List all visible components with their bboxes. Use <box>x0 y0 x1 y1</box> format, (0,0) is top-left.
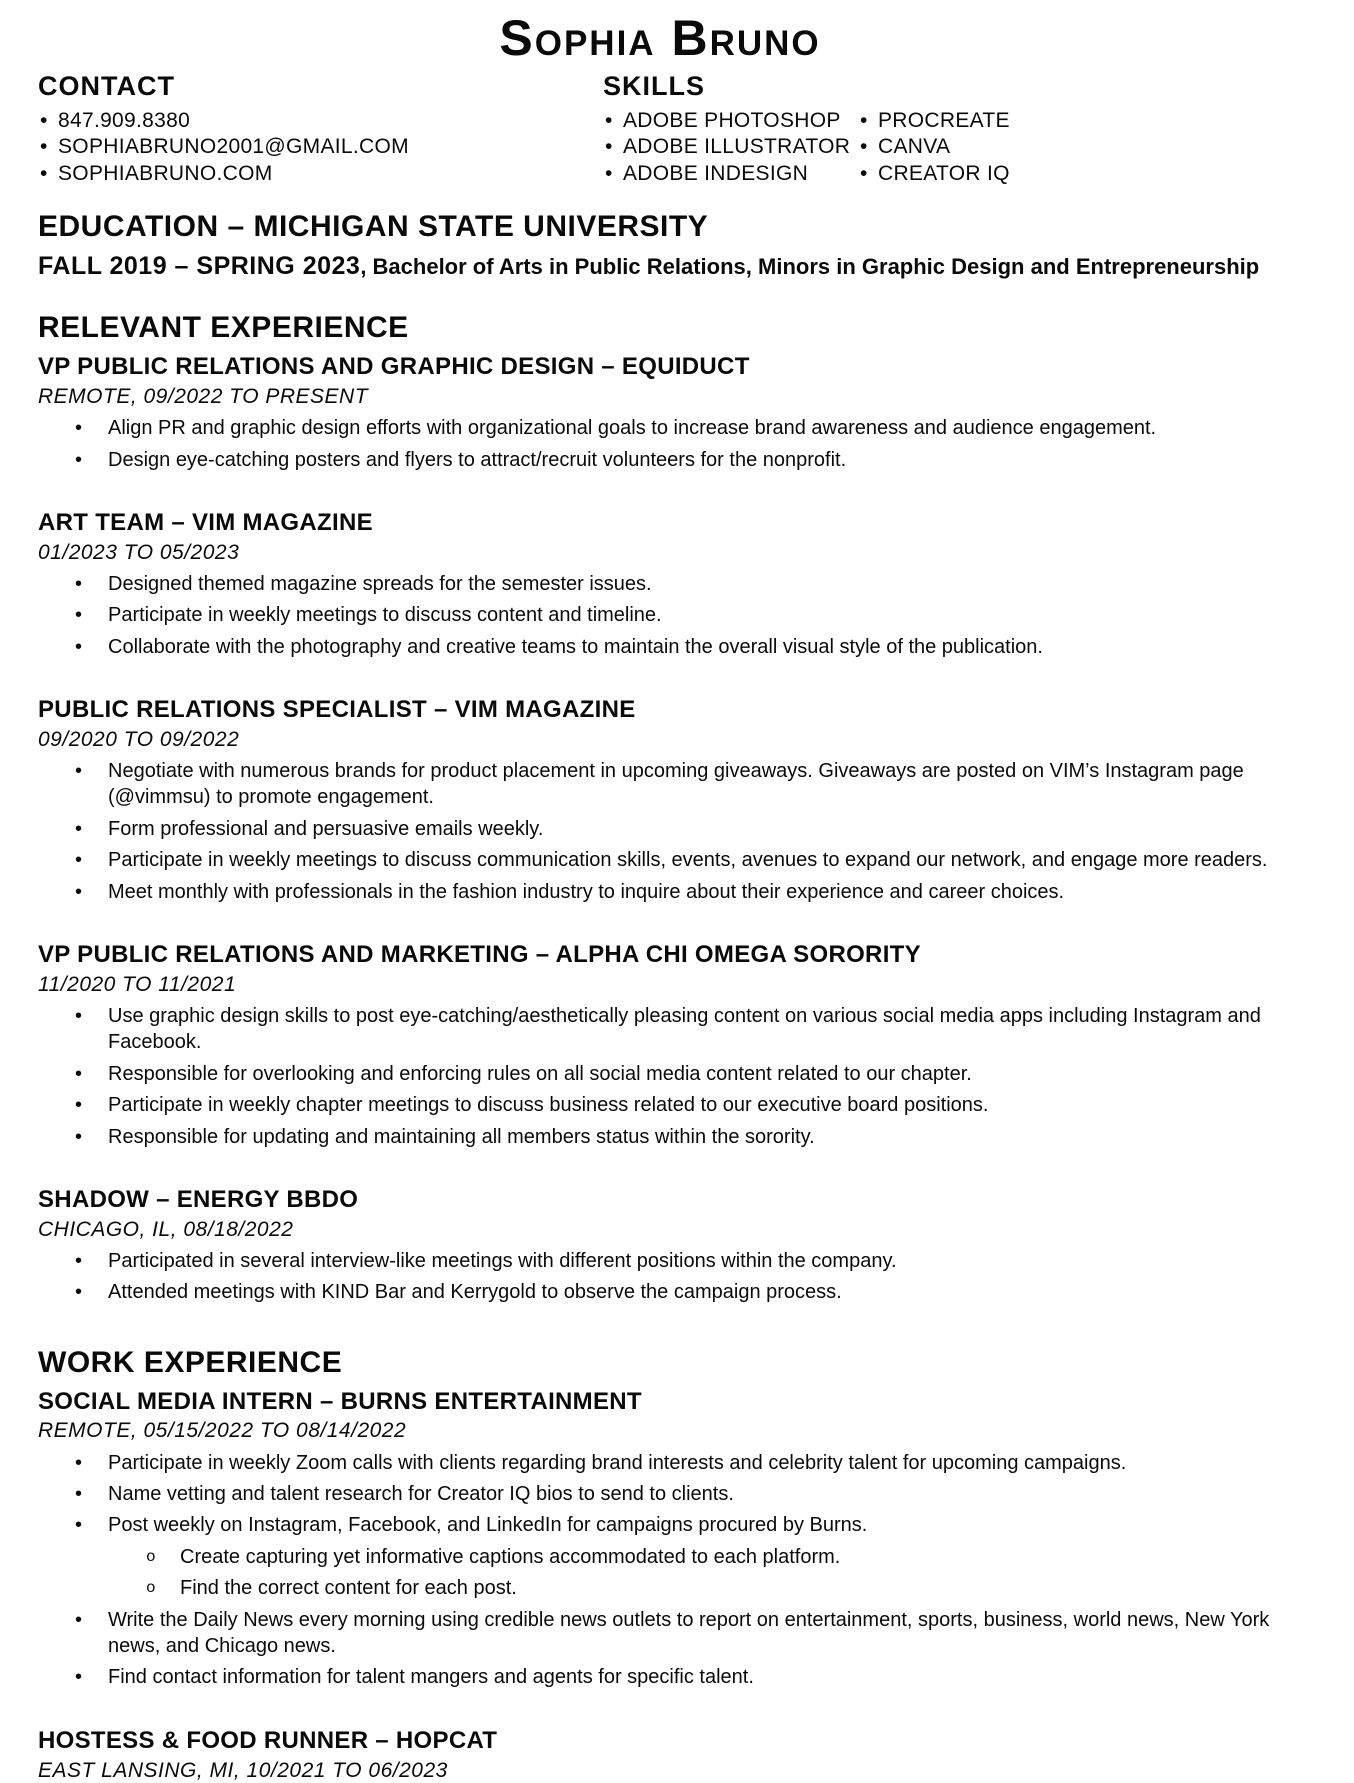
skills-list-right <box>858 108 1010 189</box>
job-dates: 01/2023 TO 05/2023 <box>38 540 240 564</box>
bullet: • Name vetting and talent research for Creator IQ bios to send to clients. <box>38 1481 1282 1507</box>
bullet: • Negotiate with numerous brands for product placement in upcoming giveaways. Giveaways are posted on VIM’s Instagram page (@vimmsu) to promote engagement. <box>38 758 1282 811</box>
skills-columns <box>603 108 1282 189</box>
bullet: • Responsible for updating and maintaining all members status within the sorority. <box>38 1124 1282 1150</box>
skill-item: • CANVA <box>858 134 1010 161</box>
bullet: • Design eye-catching posters and flyers to attract/recruit volunteers for the nonprofit. <box>38 447 1282 473</box>
contact-phone: • 847.909.8380 <box>38 108 603 135</box>
job-hopcat <box>38 1727 1282 1783</box>
job-bullets <box>38 1248 1282 1306</box>
job-bullets <box>38 571 1282 660</box>
job-bullets <box>38 415 1282 473</box>
bullet: • Form professional and persuasive emails weekly. <box>38 816 1282 842</box>
job-title: HOSTESS & FOOD RUNNER – HOPCAT <box>38 1726 498 1754</box>
education-section <box>38 210 1282 281</box>
job-title: VP PUBLIC RELATIONS AND MARKETING – ALPHA CHI OMEGA SORORITY <box>38 940 921 968</box>
skills-heading: SKILLS <box>603 70 706 101</box>
bullet: • Align PR and graphic design efforts with organizational goals to increase brand awareness and audience engagement. <box>38 415 1282 441</box>
bullet: • Collaborate with the photography and creative teams to maintain the overall visual style of the publication. <box>38 634 1282 660</box>
bullet: • Participate in weekly Zoom calls with clients regarding brand interests and celebrity talent for upcoming campaigns. <box>38 1450 1282 1476</box>
job-dates: CHICAGO, IL, 08/18/2022 <box>38 1217 294 1241</box>
job-dates: REMOTE, 05/15/2022 TO 08/14/2022 <box>38 1419 407 1443</box>
contact-website: • SOPHIABRUNO.COM <box>38 161 603 188</box>
job-title: SOCIAL MEDIA INTERN – BURNS ENTERTAINMENT <box>38 1387 642 1415</box>
relevant-experience-section <box>38 311 1282 1306</box>
job-bullets <box>38 758 1282 905</box>
bullet: • Meet monthly with professionals in the fashion industry to inquire about their experience and career choices. <box>38 879 1282 905</box>
skill-item: • ADOBE PHOTOSHOP <box>603 108 858 135</box>
job-dates: EAST LANSING, MI, 10/2021 TO 06/2023 <box>38 1758 448 1782</box>
job-bullets <box>38 1450 1282 1691</box>
sub-bullet: o Create capturing yet informative captions accommodated to each platform. <box>38 1544 1282 1570</box>
contact-list <box>38 108 603 189</box>
contact-skills-row <box>38 71 1282 189</box>
job-bullets <box>38 1003 1282 1150</box>
job-dates: REMOTE, 09/2022 TO PRESENT <box>38 384 369 408</box>
bullet: • Designed themed magazine spreads for the semester issues. <box>38 571 1282 597</box>
bullet: • Participate in weekly chapter meetings to discuss business related to our executive board positions. <box>38 1092 1282 1118</box>
education-heading: EDUCATION – MICHIGAN STATE UNIVERSITY <box>38 210 709 244</box>
skill-item: • ADOBE INDESIGN <box>603 161 858 188</box>
bullet: • Responsible for overlooking and enforcing rules on all social media content related to our chapter. <box>38 1061 1282 1087</box>
job-dates: 09/2020 TO 09/2022 <box>38 727 240 751</box>
job-vim-art-team <box>38 509 1282 660</box>
job-equiduct <box>38 353 1282 473</box>
bullet: • Attended meetings with KIND Bar and Kerrygold to observe the campaign process. <box>38 1279 1282 1305</box>
skills-section <box>603 71 1282 189</box>
bullet: • Use graphic design skills to post eye-catching/aesthetically pleasing content on various social media apps including Instagram and Facebook. <box>38 1003 1282 1056</box>
job-title: ART TEAM – VIM MAGAZINE <box>38 508 373 536</box>
bullet: • Find contact information for talent mangers and agents for specific talent. <box>38 1664 1282 1690</box>
education-detail <box>38 252 1282 281</box>
bullet: • Participate in weekly meetings to discuss communication skills, events, avenues to expand our network, and engage more readers. <box>38 847 1282 873</box>
skills-list-left <box>603 108 858 189</box>
education-dates: FALL 2019 – SPRING 2023 <box>38 252 361 281</box>
contact-email: • SOPHIABRUNO2001@GMAIL.COM <box>38 134 603 161</box>
job-vim-pr-specialist <box>38 696 1282 905</box>
job-title: VP PUBLIC RELATIONS AND GRAPHIC DESIGN – EQUIDUCT <box>38 353 750 381</box>
skill-item: • PROCREATE <box>858 108 1010 135</box>
sub-bullet: o Find the correct content for each post. <box>38 1575 1282 1601</box>
bullet: • Participated in several interview-like meetings with different positions within the company. <box>38 1248 1282 1274</box>
job-dates: 11/2020 TO 11/2021 <box>38 972 237 996</box>
work-experience-section <box>38 1346 1282 1783</box>
job-alpha-chi-omega <box>38 941 1282 1150</box>
relevant-experience-heading: RELEVANT EXPERIENCE <box>38 311 409 345</box>
contact-heading: CONTACT <box>38 70 175 101</box>
skill-item: • ADOBE ILLUSTRATOR <box>603 134 858 161</box>
job-burns-entertainment <box>38 1388 1282 1691</box>
skill-item: • CREATOR IQ <box>858 161 1010 188</box>
contact-section <box>38 71 603 189</box>
person-name: Sophia Bruno <box>499 10 821 66</box>
bullet: • Post weekly on Instagram, Facebook, and LinkedIn for campaigns procured by Burns. <box>38 1512 1282 1538</box>
education-degree: , Bachelor of Arts in Public Relations, Minors in Graphic Design and Entrepreneurship <box>360 254 1260 280</box>
work-experience-heading: WORK EXPERIENCE <box>38 1345 343 1379</box>
bullet: • Write the Daily News every morning using credible news outlets to report on entertainment, sports, business, world news, New York news, and Chicago news. <box>38 1607 1282 1660</box>
bullet: • Participate in weekly meetings to discuss content and timeline. <box>38 602 1282 628</box>
job-title: SHADOW – ENERGY BBDO <box>38 1185 359 1213</box>
job-energy-bbdo <box>38 1186 1282 1306</box>
job-title: PUBLIC RELATIONS SPECIALIST – VIM MAGAZINE <box>38 696 636 724</box>
